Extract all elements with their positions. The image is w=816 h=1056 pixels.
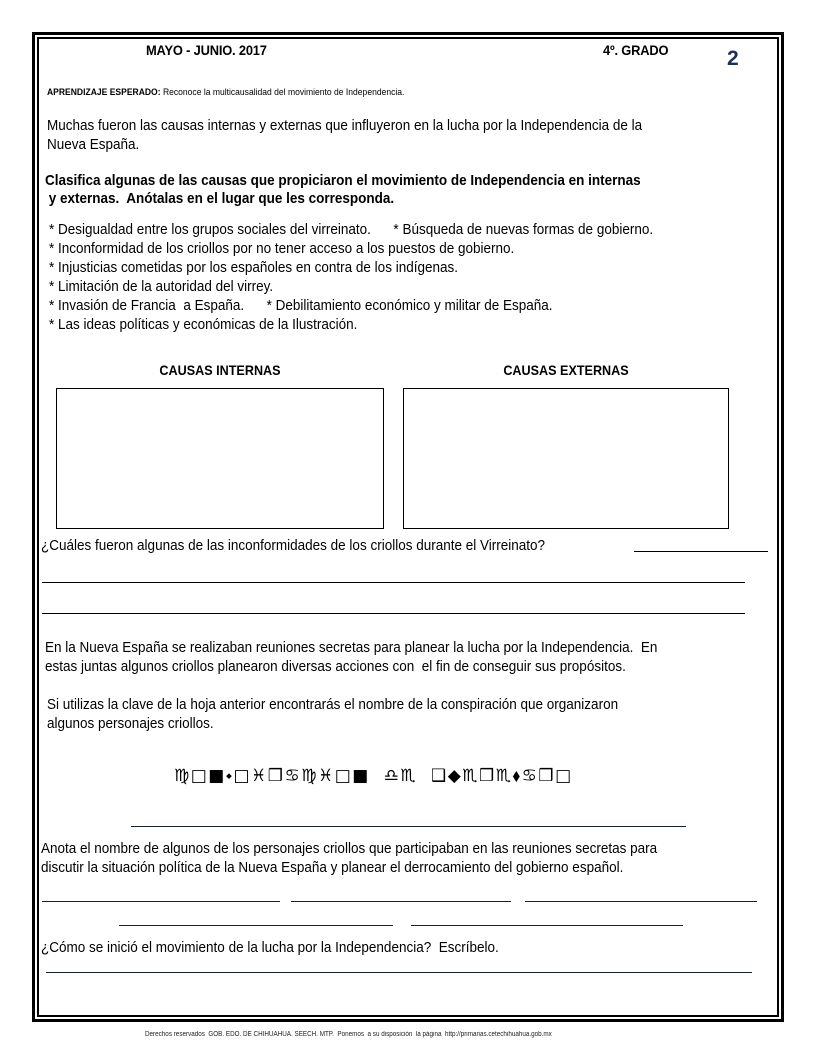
aprendizaje-label: APRENDIZAJE ESPERADO: xyxy=(47,87,161,97)
names-line-1: Anota el nombre de algunos de los personajes criollos que participaban en las reuniones secretas para xyxy=(41,840,658,857)
answer-line[interactable] xyxy=(634,551,768,552)
external-causes-title: CAUSAS EXTERNAS xyxy=(503,362,629,378)
date-heading: MAYO - JUNIO. 2017 xyxy=(146,42,267,58)
name-answer-line[interactable] xyxy=(119,925,393,926)
answer-line[interactable] xyxy=(42,582,745,583)
aprendizaje-esperado xyxy=(47,87,404,97)
internal-causes-title: CAUSAS INTERNAS xyxy=(159,362,281,378)
intro-paragraph xyxy=(47,116,642,154)
decoded-answer-line[interactable] xyxy=(131,826,686,827)
question-criollos-inconformities: ¿Cuáles fueron algunas de las inconformidades de los criollos durante el Virreinato? xyxy=(41,537,546,554)
clue-instruction-paragraph xyxy=(47,695,618,733)
external-causes-box[interactable] xyxy=(403,388,729,529)
aprendizaje-text: Reconoce la multicausalidad del movimiento de Independencia. xyxy=(162,87,405,97)
secret-meetings-line-1: En la Nueva España se realizaban reuniones secretas para planear la lucha por la Independencia. En xyxy=(45,639,658,656)
grade-heading: 4º. GRADO xyxy=(603,42,669,58)
copyright-footer: Derechos reservados GOB. EDO. DE CHIHUAHUA. SEECH. MTP. Ponemos a su disposición la página http://primarias.cetechihuahua.gob.mx xyxy=(145,1031,552,1038)
cause-item: * Las ideas políticas y económicas de la Ilustración. xyxy=(49,316,358,333)
instruction-line-1: Clasifica algunas de las causas que propiciaron el movimiento de Independencia en internas xyxy=(45,172,641,189)
clue-line-2: algunos personajes criollos. xyxy=(47,715,214,732)
cause-item: * Invasión de Francia a España. * Debilitamiento económico y militar de España. xyxy=(49,297,553,314)
cause-item: * Desigualdad entre los grupos sociales del virreinato. * Búsqueda de nuevas formas de gobierno. xyxy=(49,221,654,238)
names-instruction-paragraph xyxy=(41,839,657,877)
names-line-2: discutir la situación política de la Nueva España y planear el derrocamiento del gobierno español. xyxy=(41,859,624,876)
secret-meetings-paragraph xyxy=(45,638,657,676)
intro-line-1: Muchas fueron las causas internas y externas que influyeron en la lucha por la Independencia de la xyxy=(47,117,643,134)
instruction-line-2: y externas. Anótalas en el lugar que les corresponda. xyxy=(45,190,395,207)
name-answer-line[interactable] xyxy=(525,901,757,902)
name-answer-line[interactable] xyxy=(42,901,280,902)
question-independence-start: ¿Cómo se inició el movimiento de la lucha por la Independencia? Escríbelo. xyxy=(41,939,499,956)
cause-item: * Limitación de la autoridad del virrey. xyxy=(49,278,274,295)
page-number: 2 xyxy=(727,47,739,70)
name-answer-line[interactable] xyxy=(411,925,683,926)
name-answer-line[interactable] xyxy=(291,901,511,902)
internal-causes-box[interactable] xyxy=(56,388,384,529)
answer-line[interactable] xyxy=(42,613,745,614)
classify-instruction xyxy=(45,172,641,208)
clue-line-1: Si utilizas la clave de la hoja anterior encontrarás el nombre de la conspiración que organizaron xyxy=(47,696,619,713)
causes-list xyxy=(49,220,653,334)
cause-item: * Injusticias cometidas por los españoles en contra de los indígenas. xyxy=(49,259,458,276)
intro-line-2: Nueva España. xyxy=(47,136,140,153)
cause-item: * Inconformidad de los criollos por no tener acceso a los puestos de gobierno. xyxy=(49,240,515,257)
encoded-conspiracy-name: ♍□■⬩□♓❒♋♍♓□■ ♎♏ ❑◆♏❒♏⬧♋❒□ xyxy=(174,766,573,786)
secret-meetings-line-2: estas juntas algunos criollos planearon diversas acciones con el fin de conseguir sus propósitos. xyxy=(45,658,626,675)
answer-line[interactable] xyxy=(46,972,752,973)
